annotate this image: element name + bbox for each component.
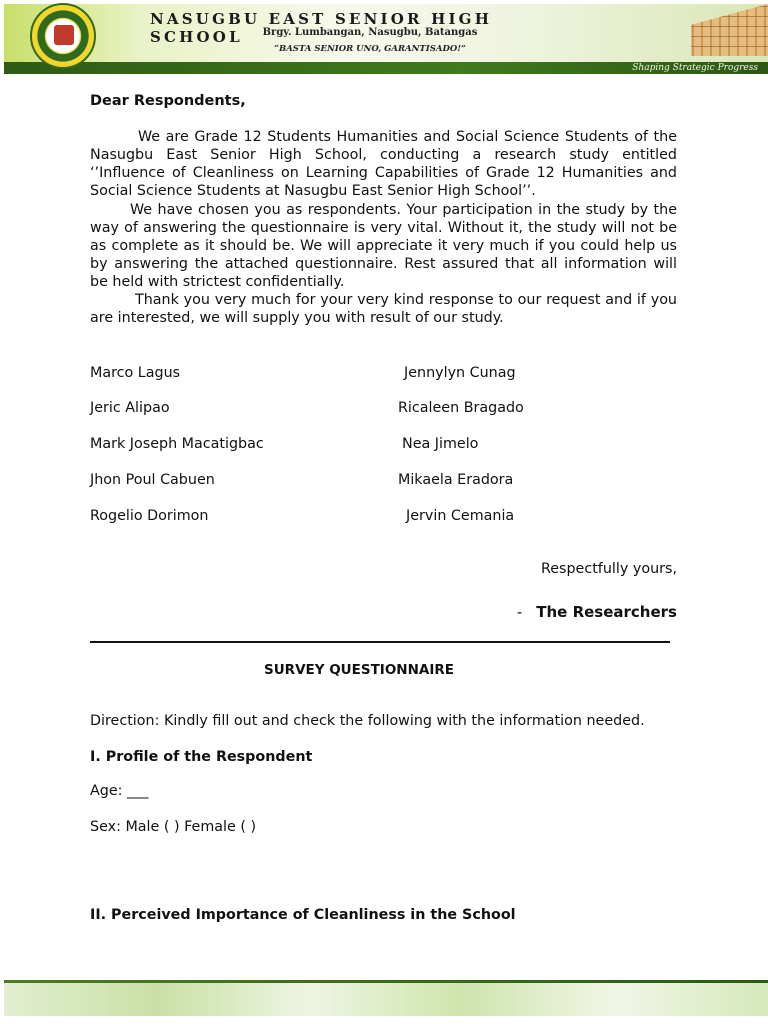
school-address: Brgy. Lumbangan, Nasugbu, Batangas [262, 27, 478, 38]
footer-green-line [4, 980, 768, 983]
section-heading-importance: II. Perceived Importance of Cleanliness in the School [90, 907, 516, 923]
footer-banner [4, 980, 768, 1016]
researcher-name: Rogelio Dorimon [90, 508, 209, 524]
school-seal-icon [30, 3, 96, 69]
letter-paragraph: We have chosen you as respondents. Your participation in the study by the way of answering the questionnaire is very vital. Without it, the study will not be as complete as it should be. We will appreciate it very much if you could help us by answering the attached questionnaire. Rest assured that all information will be held with strictest confidentially. [90, 202, 677, 290]
researcher-name: Ricaleen Bragado [398, 400, 524, 416]
sex-field[interactable]: Sex: Male ( ) Female ( ) [90, 819, 257, 835]
researcher-name: Jhon Poul Cabuen [90, 472, 215, 488]
salutation: Dear Respondents, [90, 93, 246, 109]
signoff-dash: - [516, 603, 523, 621]
closing: Respectfully yours, [540, 561, 677, 577]
letter-paragraph: Thank you very much for your very kind response to our request and if you are interested, we will supply you with result of our study. [90, 292, 677, 326]
researcher-name: Mikaela Eradora [398, 472, 514, 488]
signoff-text: The Researchers [536, 603, 677, 621]
researcher-name: Marco Lagus [90, 365, 181, 381]
section-heading-profile: I. Profile of the Respondent [90, 749, 313, 765]
survey-direction: Direction: Kindly fill out and check the following with the information needed. [90, 713, 645, 729]
researcher-name: Jeric Alipao [90, 400, 170, 416]
researcher-name: Jennylyn Cunag [404, 365, 516, 381]
school-motto: “BASTA SENIOR UNO, GARANTISADO!” [274, 44, 466, 54]
header-tagline: Shaping Strategic Progress [632, 63, 758, 73]
signoff [517, 603, 677, 621]
section-divider [90, 641, 670, 643]
letter-paragraph: We are Grade 12 Students Humanities and Social Science Students of the Nasugbu East Senior High School, conducting a research study entitled ‘’Influence of Cleanliness on Learning Capabilities of Grade 12 Humanities and Social Science Students at Nasugbu East Senior High School’’. [90, 129, 677, 199]
school-building-floors [658, 4, 768, 56]
researcher-name: Mark Joseph Macatigbac [90, 436, 264, 452]
researcher-name: Jervin Cemania [406, 508, 515, 524]
seal-emblem-icon [54, 25, 74, 45]
age-field[interactable]: Age: ___ [90, 783, 149, 799]
researcher-name: Nea Jimelo [402, 436, 479, 452]
school-name: NASUGBU EAST SENIOR HIGH SCHOOL [150, 10, 493, 46]
survey-title: SURVEY QUESTIONNAIRE [263, 662, 454, 678]
